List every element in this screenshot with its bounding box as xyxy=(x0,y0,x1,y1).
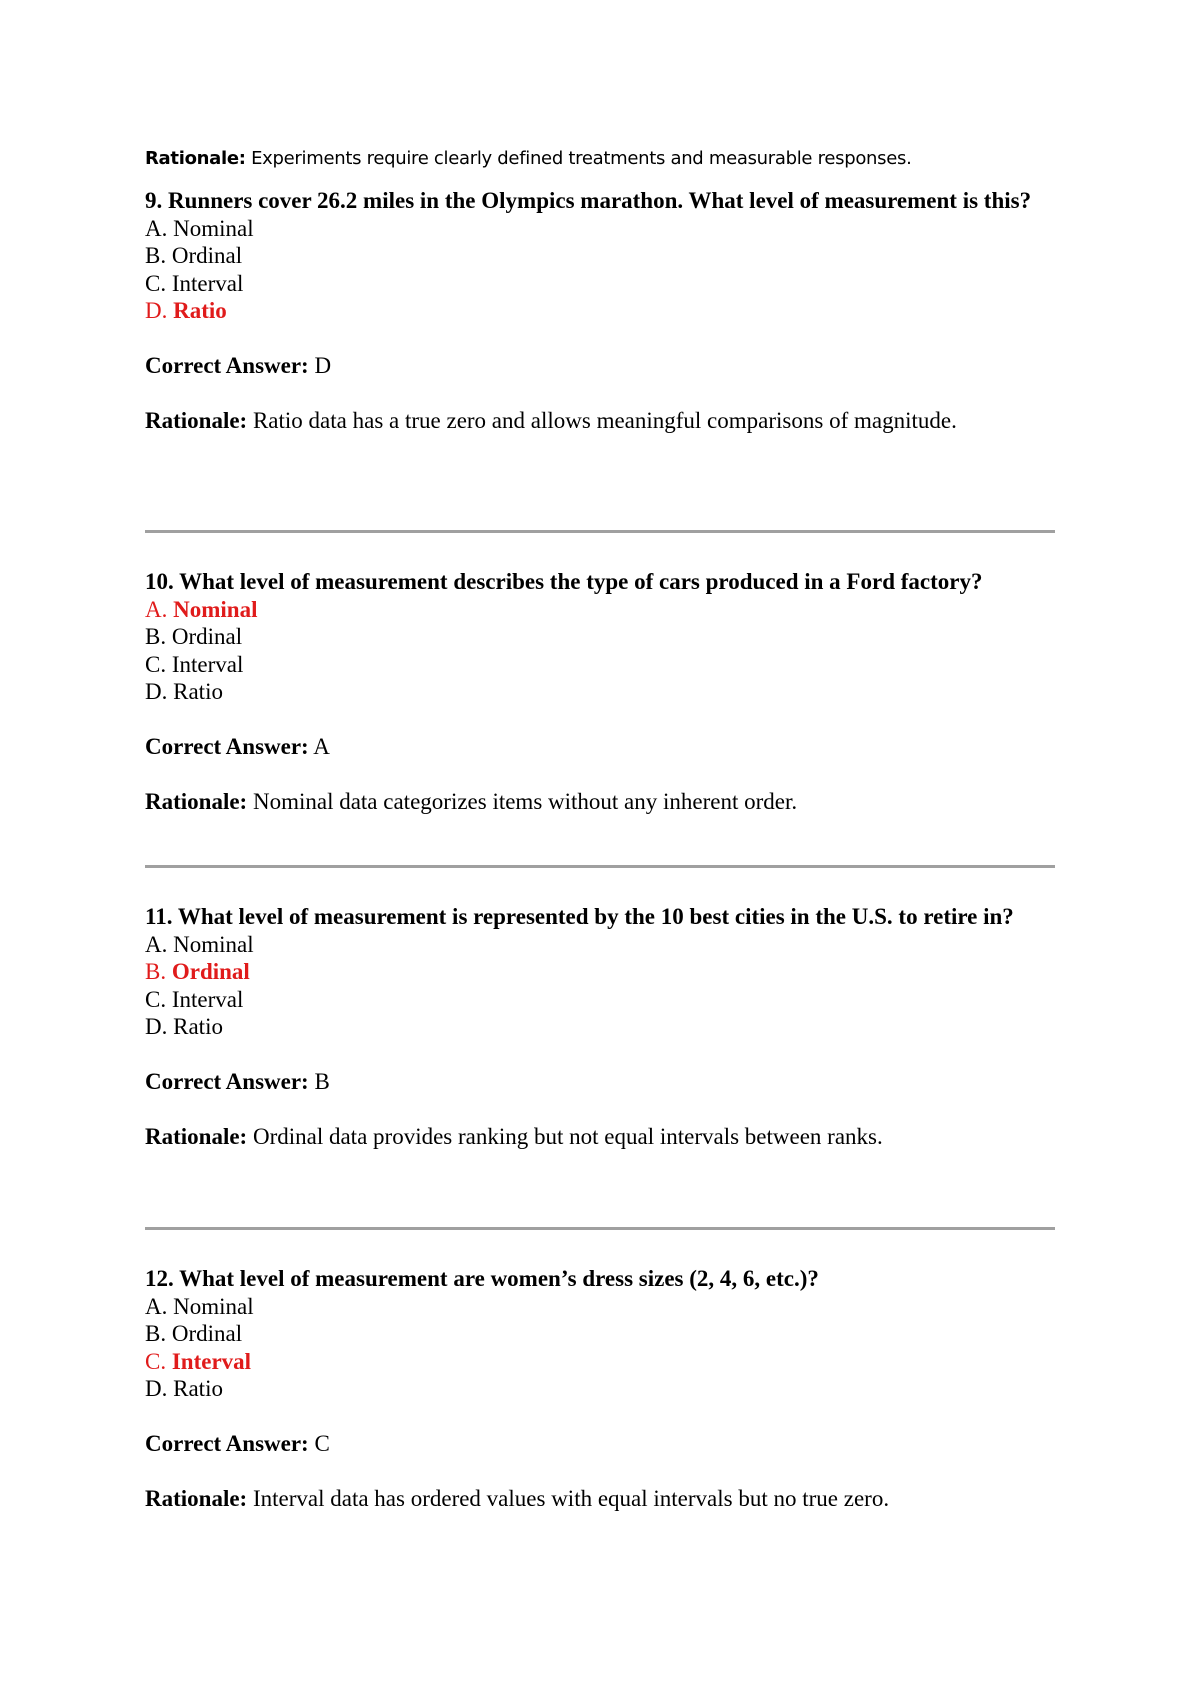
option-d-correct xyxy=(145,297,1055,325)
option-d xyxy=(145,1375,1055,1403)
correct-answer-value: C xyxy=(308,1431,330,1456)
option-text: Nominal xyxy=(173,931,254,957)
option-letter: A. xyxy=(145,596,174,622)
option-letter: C. xyxy=(145,651,172,677)
rationale-label: Rationale: xyxy=(145,148,246,169)
option-text: Ratio xyxy=(173,1376,223,1401)
question-10 xyxy=(145,568,1055,816)
option-text: Nominal xyxy=(173,596,258,622)
rationale-text: Interval data has ordered values with equal intervals but no true zero. xyxy=(247,1486,890,1511)
option-text: Ratio xyxy=(173,679,223,704)
option-b xyxy=(145,1320,1055,1348)
question-text: 11. What level of measurement is represented by the 10 best cities in the U.S. to retire in? xyxy=(145,904,1014,929)
divider xyxy=(145,530,1055,533)
option-letter: D. xyxy=(145,1376,174,1401)
option-a xyxy=(145,931,1055,959)
option-text: Ratio xyxy=(173,298,227,323)
option-text: Ordinal xyxy=(171,243,243,268)
option-text: Nominal xyxy=(173,215,254,241)
option-letter: D. xyxy=(145,1014,174,1039)
rationale xyxy=(145,407,1055,435)
option-letter: B. xyxy=(145,624,172,649)
option-letter: C. xyxy=(145,986,172,1012)
option-b xyxy=(145,623,1055,651)
divider xyxy=(145,1227,1055,1230)
option-c xyxy=(145,270,1055,298)
rationale xyxy=(145,1485,1055,1513)
option-text: Ordinal xyxy=(171,624,243,649)
option-text: Ordinal xyxy=(171,959,250,984)
rationale-text: Nominal data categorizes items without any inherent order. xyxy=(247,789,798,814)
correct-answer xyxy=(145,1068,1055,1096)
option-text: Nominal xyxy=(173,1293,254,1319)
option-d xyxy=(145,1013,1055,1041)
option-letter: D. xyxy=(145,298,174,323)
correct-answer xyxy=(145,1430,1055,1458)
option-text: Interval xyxy=(171,1348,252,1374)
question-text: 12. What level of measurement are women’s dress sizes (2, 4, 6, etc.)? xyxy=(145,1266,819,1291)
option-b-correct xyxy=(145,958,1055,986)
rationale-label: Rationale: xyxy=(145,1124,248,1149)
correct-answer-value: D xyxy=(308,353,332,378)
option-c-correct xyxy=(145,1348,1055,1376)
option-letter: B. xyxy=(145,1321,172,1346)
divider xyxy=(145,865,1055,868)
option-b xyxy=(145,242,1055,270)
correct-answer-label: Correct Answer: xyxy=(145,353,309,378)
option-letter: C. xyxy=(145,270,172,296)
question-12 xyxy=(145,1265,1055,1513)
correct-answer-label: Correct Answer: xyxy=(145,1431,309,1456)
option-c xyxy=(145,986,1055,1014)
option-a xyxy=(145,215,1055,243)
option-letter: A. xyxy=(145,1293,174,1319)
rationale-text: Experiments require clearly defined treatments and measurable responses. xyxy=(245,148,912,169)
question-text: 10. What level of measurement describes the type of cars produced in a Ford factory? xyxy=(145,569,983,594)
option-c xyxy=(145,651,1055,679)
correct-answer-label: Correct Answer: xyxy=(145,734,309,759)
rationale xyxy=(145,788,1055,816)
option-letter: B. xyxy=(145,243,172,268)
option-letter: C. xyxy=(145,1348,172,1374)
option-letter: D. xyxy=(145,679,174,704)
option-letter: A. xyxy=(145,931,174,957)
option-letter: B. xyxy=(145,959,172,984)
rationale-label: Rationale: xyxy=(145,789,248,814)
correct-answer xyxy=(145,352,1055,380)
rationale xyxy=(145,1123,1055,1151)
option-text: Interval xyxy=(171,270,244,296)
correct-answer-label: Correct Answer: xyxy=(145,1069,309,1094)
option-letter: A. xyxy=(145,215,174,241)
option-a-correct xyxy=(145,596,1055,624)
option-d xyxy=(145,678,1055,706)
intro-rationale xyxy=(145,147,912,171)
option-text: Interval xyxy=(171,651,244,677)
question-text: 9. Runners cover 26.2 miles in the Olympics marathon. What level of measurement is this? xyxy=(145,188,1032,213)
option-text: Ratio xyxy=(173,1014,223,1039)
question-9 xyxy=(145,187,1055,435)
option-a xyxy=(145,1293,1055,1321)
rationale-label: Rationale: xyxy=(145,408,248,433)
option-text: Ordinal xyxy=(171,1321,243,1346)
question-11 xyxy=(145,903,1055,1151)
correct-answer-value: A xyxy=(308,734,330,759)
rationale-label: Rationale: xyxy=(145,1486,248,1511)
correct-answer-value: B xyxy=(308,1069,330,1094)
option-text: Interval xyxy=(171,986,244,1012)
correct-answer xyxy=(145,733,1055,761)
rationale-text: Ratio data has a true zero and allows meaningful comparisons of magnitude. xyxy=(247,408,957,433)
rationale-text: Ordinal data provides ranking but not equal intervals between ranks. xyxy=(247,1124,883,1149)
